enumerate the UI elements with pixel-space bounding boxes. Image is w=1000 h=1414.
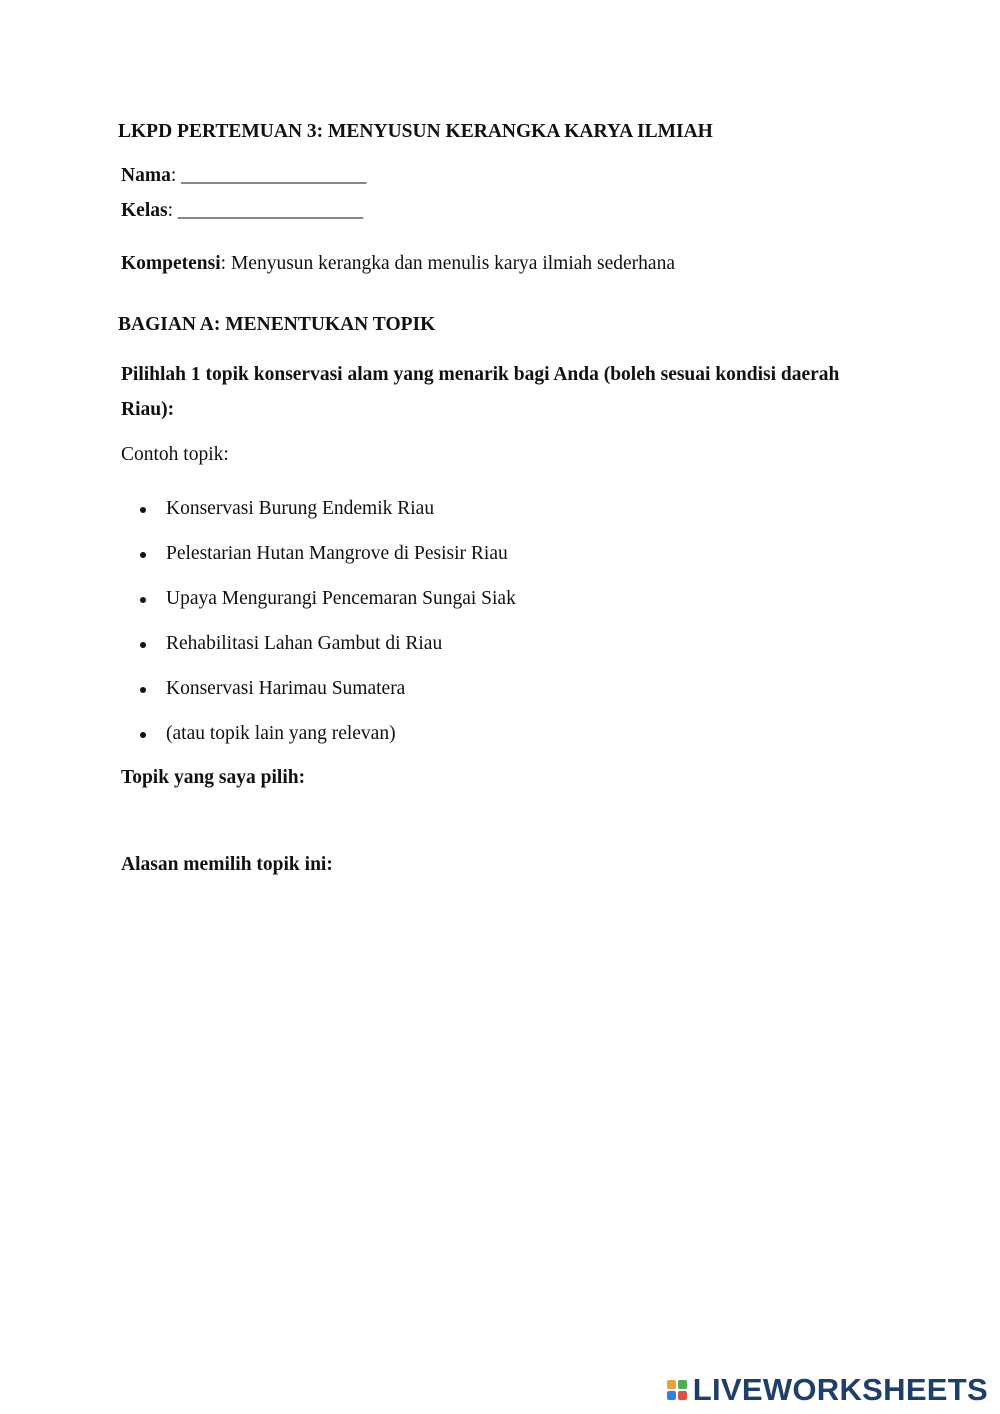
bullet-icon — [140, 687, 146, 693]
section-a-instruction: Pilihlah 1 topik konservasi alam yang menarik bagi Anda (boleh sesuai kondisi daerah Riau): — [121, 364, 840, 420]
nama-label: Nama — [121, 165, 171, 186]
topic-text: Konservasi Burung Endemik Riau — [166, 498, 435, 519]
kompetensi — [121, 253, 675, 275]
kompetensi-label: Kompetensi — [121, 253, 221, 274]
bullet-icon — [140, 732, 146, 738]
liveworksheets-logo-icon — [667, 1380, 687, 1400]
topic-text: (atau topik lain yang relevan) — [166, 723, 396, 744]
worksheet-title: LKPD PERTEMUAN 3: MENYUSUN KERANGKA KARYA ILMIAH — [118, 121, 713, 142]
watermark-text: LIVEWORKSHEETS — [692, 1372, 988, 1407]
topic-text: Rehabilitasi Lahan Gambut di Riau — [166, 633, 443, 654]
kelas-field — [121, 200, 363, 222]
chosen-topic-label: Topik yang saya pilih: — [121, 767, 306, 788]
reason-label: Alasan memilih topik ini: — [121, 854, 333, 875]
bullet-icon — [140, 552, 146, 558]
nama-blank: : ___________________ — [170, 165, 367, 186]
section-a-heading: BAGIAN A: MENENTUKAN TOPIK — [118, 314, 436, 335]
topic-text: Pelestarian Hutan Mangrove di Pesisir Riau — [166, 543, 508, 564]
topic-text: Konservasi Harimau Sumatera — [166, 678, 406, 699]
examples-label: Contoh topik: — [121, 444, 229, 465]
bullet-icon — [140, 642, 146, 648]
liveworksheets-watermark — [667, 1373, 988, 1407]
kelas-label: Kelas — [121, 200, 168, 221]
bullet-icon — [140, 507, 146, 513]
topic-text: Upaya Mengurangi Pencemaran Sungai Siak — [166, 588, 516, 609]
bullet-icon — [140, 597, 146, 603]
kelas-blank: : ___________________ — [167, 200, 364, 221]
kompetensi-value: : Menyusun kerangka dan menulis karya ilmiah sederhana — [220, 253, 675, 274]
nama-field — [121, 165, 366, 187]
